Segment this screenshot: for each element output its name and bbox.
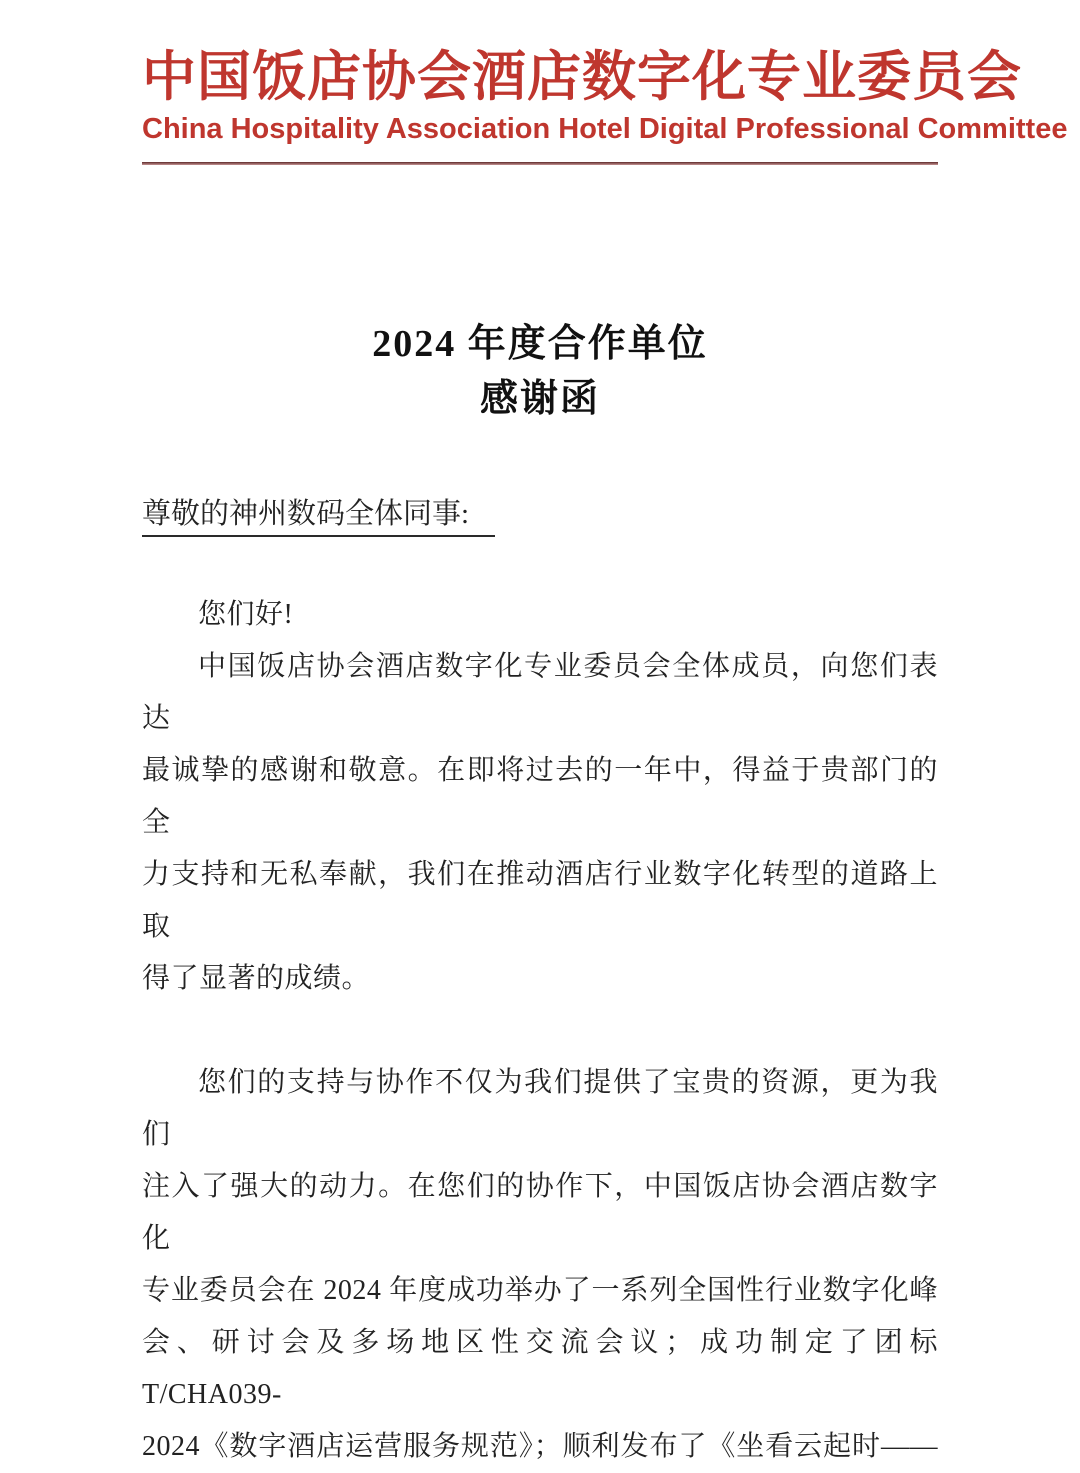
letter-line: 注入了强大的动力。在您们的协作下，中国饭店协会酒店数字化	[142, 1171, 938, 1254]
letter-line: 您们的支持与协作不仅为我们提供了宝贵的资源，更为我们	[142, 1067, 938, 1150]
letter-line: 力支持和无私奉献，我们在推动酒店行业数字化转型的道路上取	[142, 859, 938, 942]
letterhead-divider-rule	[142, 162, 938, 165]
letter-line: 得了显著的成绩。	[142, 963, 371, 994]
paragraph	[142, 641, 938, 1005]
salutation-text: 尊敬的神州数码全体同事:	[142, 498, 495, 537]
org-name-english: China Hospitality Association Hotel Digital Professional Committee	[142, 113, 1068, 145]
paragraph	[142, 589, 938, 641]
letter-line: 最诚挚的感谢和敬意。在即将过去的一年中，得益于贵部门的全	[142, 755, 938, 838]
letter-line: 会、研讨会及多场地区性交流会议；成功制定了团标 T/CHA039-	[142, 1327, 938, 1410]
letter-body	[142, 589, 938, 1473]
org-name-chinese: 中国饭店协会酒店数字化专业委员会	[142, 47, 1022, 107]
document-title-line-1: 2024 年度合作单位	[372, 323, 708, 365]
letter-line: 专业委员会在 2024 年度成功举办了一系列全国性行业数字化峰	[142, 1275, 938, 1306]
letterhead	[142, 46, 1068, 165]
salutation	[142, 493, 938, 535]
document-title	[142, 317, 938, 427]
document-title-line-2: 感谢函	[479, 378, 600, 420]
paragraph	[142, 1057, 938, 1473]
letter-line: 中国饭店协会酒店数字化专业委员会全体成员，向您们表达	[142, 651, 938, 734]
letter-line: 2024《数字酒店运营服务规范》；顺利发布了《坐看云起时——	[142, 1431, 938, 1462]
letter-line: 您们好!	[198, 599, 294, 630]
